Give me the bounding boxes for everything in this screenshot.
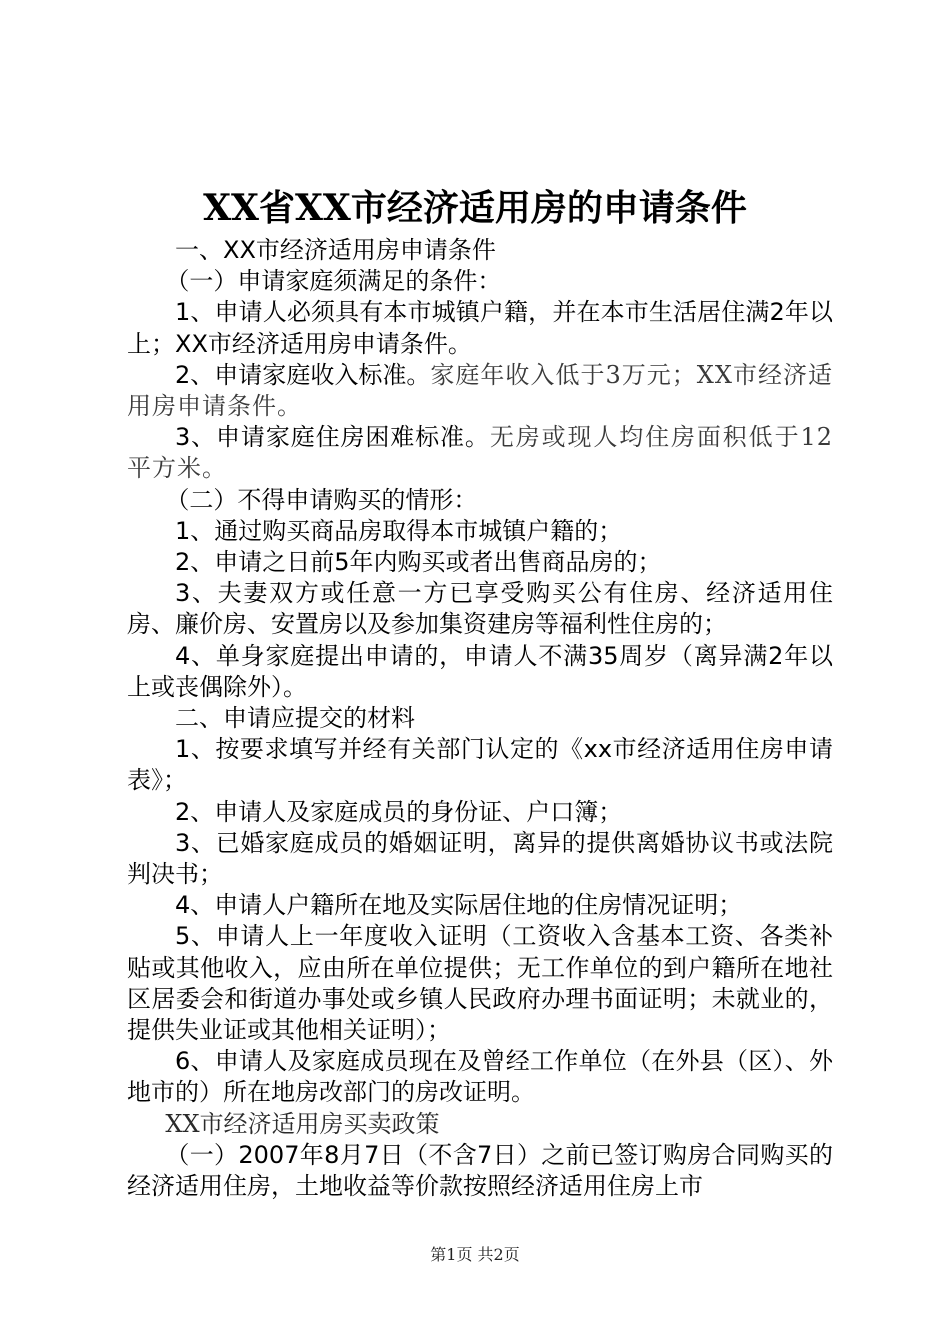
- paragraph-text: （一）申请家庭须满足的条件：: [165, 267, 502, 296]
- paragraph: [127, 921, 833, 1046]
- paragraph: [127, 578, 833, 640]
- paragraph-text: 2、申请人及家庭成员的身份证、户口簿；: [175, 797, 623, 826]
- paragraph-text-secondary: 家庭年收入低于3万元；XX市经济适用房申请条件。: [127, 360, 833, 421]
- paragraph: [127, 266, 833, 297]
- paragraph: [127, 703, 833, 734]
- paragraph-text: （二）不得申请购买的情形：: [165, 485, 478, 514]
- document-title: XX省XX市经济适用房的申请条件: [203, 187, 747, 229]
- paragraph: [127, 516, 833, 547]
- paragraph-text: 3、申请家庭住房困难标准。: [175, 423, 490, 452]
- paragraph-text: （一）2007年8月7日（不含7日）之前已签订购房合同购买的经济适用住房，土地收益等价款按照经济适用住房上市: [127, 1140, 833, 1201]
- paragraph-text: 二、申请应提交的材料: [175, 704, 415, 733]
- paragraph-text: 一、XX市经济适用房申请条件: [175, 236, 496, 264]
- document-body: [127, 235, 833, 1202]
- paragraph: [127, 890, 833, 921]
- paragraph: [127, 360, 833, 422]
- paragraph: [127, 297, 833, 359]
- paragraph-text: 2、申请家庭收入标准。: [175, 360, 431, 389]
- paragraph: [127, 797, 833, 828]
- paragraph-text-secondary: XX市经济适用房买卖政策: [165, 1109, 440, 1138]
- paragraph: [127, 828, 833, 890]
- paragraph: [127, 734, 833, 796]
- paragraph: [127, 235, 833, 266]
- page-footer: 第1页 共2页: [430, 1245, 520, 1264]
- paragraph-text-secondary: 无房或现人均住房面积低于12平方米。: [127, 423, 833, 483]
- paragraph: [127, 485, 833, 516]
- paragraph: [127, 1140, 833, 1202]
- paragraph: [127, 547, 833, 578]
- paragraph-text: 4、单身家庭提出申请的，申请人不满35周岁（离异满2年以上或丧偶除外）。: [127, 641, 833, 701]
- paragraph-text: 5、申请人上一年度收入证明（工资收入含基本工资、各类补贴或其他收入，应由所在单位提供；无工作单位的到户籍所在地社区居委会和街道办事处或乡镇人民政府办理书面证明；未就业的，提供失业证或其他相关证明）；: [127, 922, 833, 1045]
- paragraph: [127, 422, 833, 484]
- paragraph-text: 2、申请之日前5年内购买或者出售商品房的；: [175, 548, 662, 577]
- paragraph-text: 4、申请人户籍所在地及实际居住地的住房情况证明；: [175, 891, 743, 920]
- paragraph-text: 3、已婚家庭成员的婚姻证明，离异的提供离婚协议书或法院判决书；: [127, 828, 833, 889]
- paragraph-text: 6、申请人及家庭成员现在及曾经工作单位（在外县（区）、外地市的）所在地房改部门的房改证明。: [127, 1047, 833, 1107]
- paragraph: [127, 1109, 833, 1140]
- paragraph-text: 3、夫妻双方或任意一方已享受购买公有住房、经济适用住房、廉价房、安置房以及参加集资建房等福利性住房的；: [127, 579, 833, 639]
- paragraph: [127, 1046, 833, 1108]
- paragraph-text: 1、通过购买商品房取得本市城镇户籍的；: [175, 516, 623, 545]
- paragraph-text: 1、按要求填写并经有关部门认定的《xx市经济适用住房申请表》；: [127, 735, 833, 795]
- paragraph-text: 1、申请人必须具有本市城镇户籍，并在本市生活居住满2年以上；XX市经济适用房申请条件。: [127, 298, 833, 358]
- paragraph: [127, 641, 833, 703]
